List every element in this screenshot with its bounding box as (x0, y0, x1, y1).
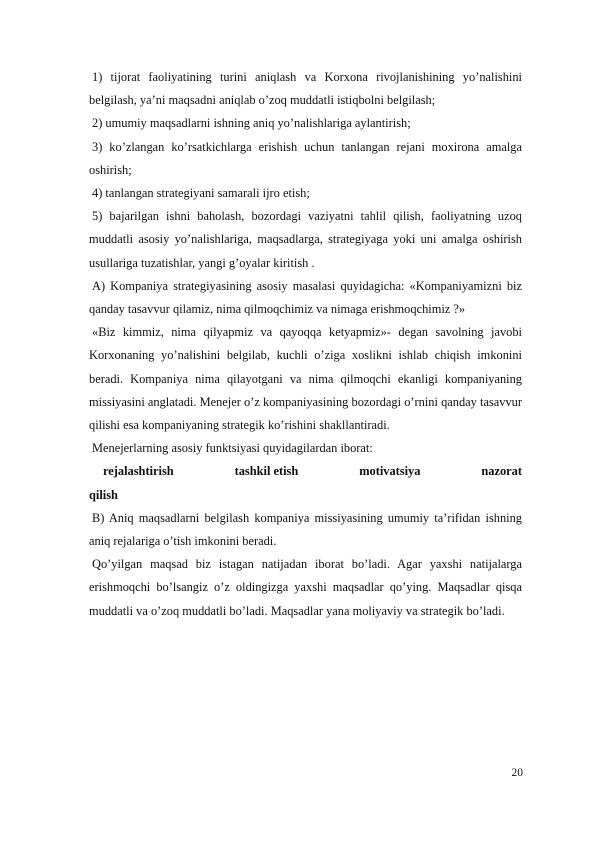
page-number: 20 (511, 767, 523, 779)
functions-list (89, 460, 522, 483)
paragraph-4: 4) tanlangan strategiyani samarali ijro etish; (92, 186, 310, 201)
paragraph-3: 3) ko’zlangan ko’rsatkichlarga erishish uchun tanlangan rejani moxirona amalga oshirish; (89, 139, 522, 177)
function-organizing: tashkil etish (234, 464, 299, 479)
function-motivation: motivatsiya (359, 464, 421, 479)
function-control-tail: qilish (89, 487, 118, 502)
document-page (89, 66, 522, 623)
paragraph-10: Qo’yilgan maqsad biz istagan natijadan iborat bo’ladi. Agar yaxshi natijalarga erishmoqchi bo’lsangiz o’z oldingizga yaxshi maqsadlar qo’ying. Maqsadlar qisqa muddatli va o’zoq muddatli bo’ladi. Maqsadlar yana moliyaviy va strategik bo’ladi. (89, 557, 522, 618)
paragraph-8: Menejerlarning asosiy funktsiyasi quyidagilardan iborat: (92, 441, 373, 456)
paragraph-5: 5) bajarilgan ishni baholash, bozordagi vaziyatni tahlil qilish, faoliyatning uzoq muddatli asosiy yo’nalishlariga, maqsadlarga, strategiyaga yoki uni amalga oshirish usullariga tuzatishlar, yangi g’oyalar kiritish . (89, 209, 522, 270)
function-control: nazorat (481, 464, 522, 479)
paragraph-9: B) Aniq maqsadlarni belgilash kompaniya missiyasining umumiy ta’rifidan ishning aniq rejalariga o’tish imkonini beradi. (89, 510, 522, 549)
paragraph-1: 1) tijorat faoliyatining turini aniqlash va Korxona rivojlanishining yo’nalishini belgilash, ya’ni maqsadni aniqlab o’zoq muddatli istiqbolni belgilash; (89, 70, 522, 108)
paragraph-2: 2) umumiy maqsadlarni ishning aniq yo’nalishlariga aylantirish; (92, 116, 411, 131)
function-planning: rejalashtirish (103, 464, 174, 479)
paragraph-6: A) Kompaniya strategiyasining asosiy masalasi quyidagicha: «Kompaniyamizni biz qanday tasavvur qilamiz, nima qilmoqchimiz va nimaga erishmoqchimiz ?» (89, 278, 522, 317)
paragraph-7: «Biz kimmiz, nima qilyapmiz va qayoqqa ketyapmiz»- degan savolning javobi Korxonaning yo’nalishini belgilab, kuchli o’ziga xoslikni ishlab chiqish imkonini beradi. Kompaniya nima qilayotgani va nima qilmoqchi ekanligi kompaniyaning missiyasini anglatadi. Menejer o’z kompaniyasining bozordagi o’rnini qanday tasavvur qilishi esa kompaniyaning strategik ko’rishini shakllantiradi. (89, 325, 522, 433)
